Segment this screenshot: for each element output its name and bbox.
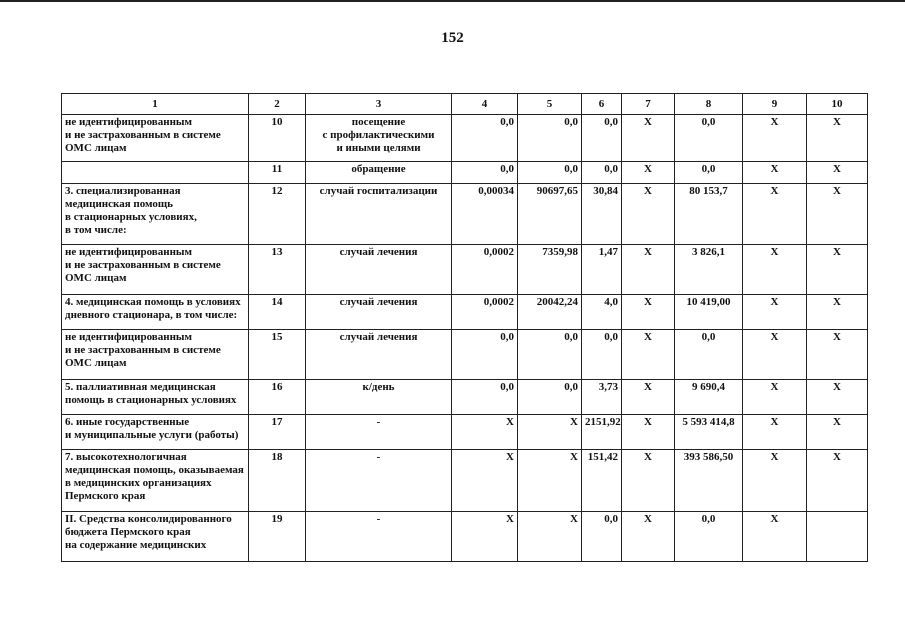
cell-col6: 0,0 <box>582 330 622 380</box>
cell-col5: 0,0 <box>518 162 582 184</box>
cell-col9: Х <box>743 184 807 245</box>
col-header: 10 <box>807 94 868 115</box>
cell-col9: Х <box>743 512 807 562</box>
cell-col6: 3,73 <box>582 380 622 415</box>
col-header: 8 <box>675 94 743 115</box>
row-number: 15 <box>249 330 306 380</box>
row-unit: - <box>306 450 452 512</box>
cell-col8: 80 153,7 <box>675 184 743 245</box>
row-number: 12 <box>249 184 306 245</box>
row-label: не идентифицированным и не застрахованным в системе ОМС лицам <box>62 115 249 162</box>
row-unit: обращение <box>306 162 452 184</box>
cell-col6: 151,42 <box>582 450 622 512</box>
row-label: 5. паллиативная медицинская помощь в стационарных условиях <box>62 380 249 415</box>
cell-col9: Х <box>743 415 807 450</box>
table-row <box>62 450 868 512</box>
cell-col4: 0,0 <box>452 380 518 415</box>
cell-col5: 0,0 <box>518 380 582 415</box>
header-row <box>62 94 868 115</box>
cell-col10: Х <box>807 162 868 184</box>
cell-col5: 20042,24 <box>518 295 582 330</box>
row-unit: случай лечения <box>306 245 452 295</box>
cell-col4: 0,0 <box>452 115 518 162</box>
cell-col7: Х <box>622 115 675 162</box>
cell-col10: Х <box>807 295 868 330</box>
row-unit: случай лечения <box>306 295 452 330</box>
table-row <box>62 512 868 562</box>
cell-col8: 10 419,00 <box>675 295 743 330</box>
row-label: 6. иные государственные и муниципальные услуги (работы) <box>62 415 249 450</box>
cell-col6: 0,0 <box>582 512 622 562</box>
row-unit: посещение с профилактическими и иными целями <box>306 115 452 162</box>
row-unit: - <box>306 512 452 562</box>
cell-col6: 0,0 <box>582 162 622 184</box>
row-label: II. Средства консолидированного бюджета Пермского края на содержание медицинских <box>62 512 249 562</box>
col-header: 6 <box>582 94 622 115</box>
row-label: 7. высокотехнологичная медицинская помощь, оказываемая в медицинских организациях Пермского края <box>62 450 249 512</box>
cell-col7: Х <box>622 245 675 295</box>
cell-col8: 5 593 414,8 <box>675 415 743 450</box>
row-label: 4. медицинская помощь в условиях дневного стационара, в том числе: <box>62 295 249 330</box>
table-row <box>62 162 868 184</box>
col-header: 3 <box>306 94 452 115</box>
cell-col4: 0,0 <box>452 162 518 184</box>
cell-col7: Х <box>622 184 675 245</box>
col-header: 7 <box>622 94 675 115</box>
row-number: 16 <box>249 380 306 415</box>
cell-col9: Х <box>743 450 807 512</box>
cell-col5: Х <box>518 512 582 562</box>
cell-col8: 9 690,4 <box>675 380 743 415</box>
cell-col7: Х <box>622 330 675 380</box>
cell-col9: Х <box>743 295 807 330</box>
cell-col10: Х <box>807 415 868 450</box>
col-header: 4 <box>452 94 518 115</box>
cell-col8: 0,0 <box>675 162 743 184</box>
cell-col7: Х <box>622 415 675 450</box>
cell-col9: Х <box>743 162 807 184</box>
cell-col6: 1,47 <box>582 245 622 295</box>
cell-col6: 0,0 <box>582 115 622 162</box>
row-number: 18 <box>249 450 306 512</box>
row-unit: случай лечения <box>306 330 452 380</box>
row-label: не идентифицированным и не застрахованным в системе ОМС лицам <box>62 245 249 295</box>
cell-col6: 30,84 <box>582 184 622 245</box>
table-row <box>62 184 868 245</box>
col-header: 5 <box>518 94 582 115</box>
cell-col5: Х <box>518 415 582 450</box>
cell-col5: Х <box>518 450 582 512</box>
cell-col8: 393 586,50 <box>675 450 743 512</box>
page-number: 152 <box>441 30 464 46</box>
cell-col8: 0,0 <box>675 330 743 380</box>
cell-col7: Х <box>622 295 675 330</box>
cell-col7: Х <box>622 162 675 184</box>
cell-col4: 0,0002 <box>452 295 518 330</box>
table-row <box>62 245 868 295</box>
cell-col8: 0,0 <box>675 512 743 562</box>
cell-col5: 7359,98 <box>518 245 582 295</box>
row-label: не идентифицированным и не застрахованным в системе ОМС лицам <box>62 330 249 380</box>
table-row <box>62 330 868 380</box>
cell-col7: Х <box>622 450 675 512</box>
scan-top-rule <box>0 0 905 2</box>
cell-col4: Х <box>452 415 518 450</box>
table-row <box>62 295 868 330</box>
cell-col4: 0,0 <box>452 330 518 380</box>
row-number: 11 <box>249 162 306 184</box>
cell-col7: Х <box>622 512 675 562</box>
cell-col8: 3 826,1 <box>675 245 743 295</box>
table-row <box>62 115 868 162</box>
table-body <box>62 115 868 562</box>
col-header: 1 <box>62 94 249 115</box>
cell-col6: 4,0 <box>582 295 622 330</box>
table-row <box>62 415 868 450</box>
row-number: 10 <box>249 115 306 162</box>
row-label <box>62 162 249 184</box>
cell-col10: Х <box>807 450 868 512</box>
row-number: 17 <box>249 415 306 450</box>
cell-col9: Х <box>743 245 807 295</box>
cell-col5: 0,0 <box>518 330 582 380</box>
col-header: 2 <box>249 94 306 115</box>
cell-col10: Х <box>807 184 868 245</box>
cell-col4: Х <box>452 512 518 562</box>
cell-col10 <box>807 512 868 562</box>
row-label: 3. специализированная медицинская помощь в стационарных условиях, в том числе: <box>62 184 249 245</box>
table-row <box>62 380 868 415</box>
cell-col5: 0,0 <box>518 115 582 162</box>
cell-col9: Х <box>743 330 807 380</box>
cell-col4: 0,00034 <box>452 184 518 245</box>
cell-col10: Х <box>807 380 868 415</box>
row-unit: случай госпитализации <box>306 184 452 245</box>
cell-col9: Х <box>743 115 807 162</box>
cell-col5: 90697,65 <box>518 184 582 245</box>
cell-col8: 0,0 <box>675 115 743 162</box>
row-number: 19 <box>249 512 306 562</box>
row-unit: - <box>306 415 452 450</box>
cell-col4: 0,0002 <box>452 245 518 295</box>
row-unit: к/день <box>306 380 452 415</box>
row-number: 14 <box>249 295 306 330</box>
cell-col4: Х <box>452 450 518 512</box>
col-header: 9 <box>743 94 807 115</box>
cell-col7: Х <box>622 380 675 415</box>
cell-col6: 2151,92 <box>582 415 622 450</box>
cell-col10: Х <box>807 245 868 295</box>
row-number: 13 <box>249 245 306 295</box>
cell-col9: Х <box>743 380 807 415</box>
data-table <box>61 93 868 562</box>
cell-col10: Х <box>807 115 868 162</box>
cell-col10: Х <box>807 330 868 380</box>
